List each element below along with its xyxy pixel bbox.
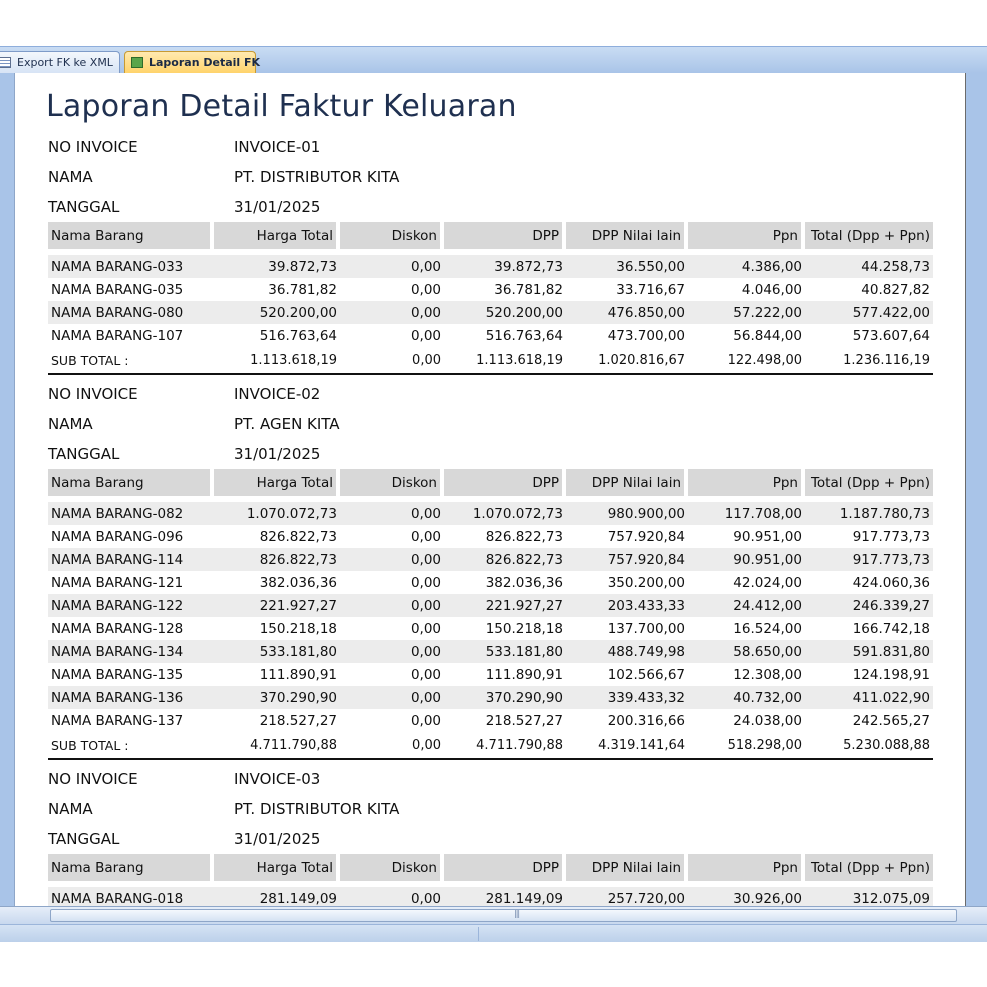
table-cell: 24.038,00 [733, 712, 802, 729]
table-cell: 516.763,64 [485, 327, 563, 344]
invoice-number-row [48, 764, 933, 794]
table-cell: 0,00 [340, 502, 444, 525]
invoice-date-label: TANGGAL [48, 198, 120, 216]
invoice-date-row [48, 192, 933, 222]
subtotal-row [48, 347, 933, 375]
table-row [48, 617, 933, 640]
table-cell: 370.290,90 [444, 686, 566, 709]
invoice-number-label: NO INVOICE [48, 385, 138, 403]
table-cell: 90.951,00 [688, 548, 805, 571]
table-cell: NAMA BARANG-080 [48, 301, 214, 324]
invoice-number-value: INVOICE-01 [234, 138, 321, 156]
table-cell: 200.316,66 [607, 712, 685, 729]
invoice-section [48, 764, 933, 908]
table-cell: 16.524,00 [733, 620, 802, 637]
table-cell: 90.951,00 [733, 528, 802, 545]
table-cell: 150.218,18 [485, 620, 563, 637]
table-cell: NAMA BARANG-136 [48, 686, 214, 709]
column-header: DPP [444, 469, 566, 496]
invoice-date-label: TANGGAL [48, 445, 120, 463]
table-cell: 757.920,84 [607, 528, 685, 545]
table-cell: 826.822,73 [259, 528, 337, 545]
column-header: Total (Dpp + Ppn) [805, 854, 933, 881]
table-cell: 30.926,00 [688, 887, 805, 908]
column-header: DPP [444, 854, 566, 881]
column-header: DPP [444, 222, 566, 249]
column-header: Diskon [340, 222, 444, 249]
table-cell: 12.308,00 [733, 666, 802, 683]
customer-name-row [48, 794, 933, 824]
table-cell: 0,00 [340, 594, 444, 617]
scrollbar-grip-icon: ||| [514, 909, 520, 918]
column-header: Ppn [688, 222, 805, 249]
table-cell: 516.763,64 [259, 327, 337, 344]
column-header: Nama Barang [48, 854, 214, 881]
column-header: Total (Dpp + Ppn) [805, 469, 933, 496]
table-cell: 917.773,73 [852, 528, 930, 545]
subtotal-label: SUB TOTAL : [48, 347, 214, 375]
invoice-number-value: INVOICE-03 [234, 770, 321, 788]
table-cell: 0,00 [340, 548, 444, 571]
table-cell: 520.200,00 [444, 301, 566, 324]
table-cell: 58.650,00 [688, 640, 805, 663]
table-cell: 533.181,80 [214, 640, 340, 663]
table-cell: NAMA BARANG-082 [48, 502, 214, 525]
tab-export-fk-ke-xml[interactable] [0, 51, 120, 73]
subtotal-cell: 0,00 [340, 732, 444, 760]
table-cell: 0,00 [410, 620, 441, 637]
table-cell: NAMA BARANG-137 [51, 712, 184, 729]
table-cell: 0,00 [340, 255, 444, 278]
table-cell: 39.872,73 [214, 255, 340, 278]
invoice-sections [48, 132, 933, 908]
column-header: DPP Nilai lain [566, 854, 688, 881]
invoice-date-label: TANGGAL [48, 830, 120, 848]
invoice-number-label: NO INVOICE [48, 770, 138, 788]
table-cell: 257.720,00 [566, 887, 688, 908]
table-cell: 0,00 [410, 281, 441, 298]
table-header-row [48, 854, 933, 881]
table-row [48, 663, 933, 686]
left-frame [0, 73, 14, 908]
table-cell: 488.749,98 [566, 640, 688, 663]
table-cell: 826.822,73 [214, 548, 340, 571]
column-header: Harga Total [214, 222, 340, 249]
status-divider [478, 927, 479, 941]
customer-name-label: NAMA [48, 415, 93, 433]
table-cell: 111.890,91 [259, 666, 337, 683]
table-cell: 0,00 [410, 712, 441, 729]
table-row [48, 324, 933, 347]
tab-label: Laporan Detail FK [149, 55, 261, 69]
table-cell: 44.258,73 [805, 255, 933, 278]
report-icon [131, 57, 143, 68]
tab-label: Export FK ke XML [17, 55, 113, 69]
table-cell: 111.890,91 [485, 666, 563, 683]
invoice-section [48, 132, 933, 379]
table-cell: 203.433,33 [566, 594, 688, 617]
table-cell: 221.927,27 [444, 594, 566, 617]
invoice-items-table [48, 222, 933, 375]
column-header: Diskon [340, 469, 444, 496]
table-cell: 166.742,18 [852, 620, 930, 637]
table-cell: 1.187.780,73 [805, 502, 933, 525]
table-cell: 39.872,73 [444, 255, 566, 278]
tab-laporan-detail-fk[interactable] [124, 51, 261, 73]
column-header: Nama Barang [48, 469, 214, 496]
table-header-row [48, 469, 933, 496]
table-row [48, 887, 933, 908]
table-cell: 150.218,18 [259, 620, 337, 637]
table-cell: NAMA BARANG-096 [51, 528, 184, 545]
invoice-number-value: INVOICE-02 [234, 385, 321, 403]
subtotal-cell: 4.711.790,88 [214, 732, 340, 760]
table-row [48, 686, 933, 709]
column-header: DPP Nilai lain [566, 222, 688, 249]
table-cell: 33.716,67 [616, 281, 685, 298]
table-cell: NAMA BARANG-135 [51, 666, 184, 683]
column-header: Total (Dpp + Ppn) [805, 222, 933, 249]
scrollbar-thumb[interactable] [50, 909, 957, 922]
table-cell: 137.700,00 [607, 620, 685, 637]
invoice-date-value: 31/01/2025 [234, 198, 321, 216]
table-cell: 36.781,82 [268, 281, 337, 298]
table-cell: 0,00 [340, 887, 444, 908]
horizontal-scrollbar[interactable] [0, 906, 987, 924]
table-cell: 826.822,73 [485, 528, 563, 545]
table-cell: NAMA BARANG-134 [48, 640, 214, 663]
table-cell: 40.827,82 [861, 281, 930, 298]
column-header: Ppn [688, 854, 805, 881]
subtotal-cell: 0,00 [340, 347, 444, 375]
table-cell: 0,00 [410, 666, 441, 683]
subtotal-cell: 5.230.088,88 [805, 732, 933, 760]
column-header: Harga Total [214, 469, 340, 496]
table-row [48, 594, 933, 617]
subtotal-cell: 4.711.790,88 [444, 732, 566, 760]
table-cell: 4.386,00 [688, 255, 805, 278]
invoice-number-label: NO INVOICE [48, 138, 138, 156]
table-cell: NAMA BARANG-128 [51, 620, 184, 637]
table-cell: 533.181,80 [444, 640, 566, 663]
customer-name-label: NAMA [48, 800, 93, 818]
table-cell: NAMA BARANG-114 [48, 548, 214, 571]
table-cell: NAMA BARANG-107 [51, 327, 184, 344]
table-row [48, 301, 933, 324]
table-cell: 242.565,27 [852, 712, 930, 729]
table-cell: 102.566,67 [607, 666, 685, 683]
column-header: DPP Nilai lain [566, 469, 688, 496]
customer-name-row [48, 162, 933, 192]
subtotal-cell: 1.113.618,19 [444, 347, 566, 375]
table-cell: 0,00 [340, 686, 444, 709]
table-row [48, 255, 933, 278]
column-header: Diskon [340, 854, 444, 881]
table-row [48, 640, 933, 663]
report-title: Laporan Detail Faktur Keluaran [46, 89, 517, 124]
table-cell: 56.844,00 [733, 327, 802, 344]
table-cell: 980.900,00 [566, 502, 688, 525]
table-cell: 218.527,27 [485, 712, 563, 729]
subtotal-cell: 4.319.141,64 [566, 732, 688, 760]
table-cell: 520.200,00 [214, 301, 340, 324]
table-cell: 312.075,09 [805, 887, 933, 908]
table-cell: NAMA BARANG-122 [48, 594, 214, 617]
table-cell: 917.773,73 [805, 548, 933, 571]
table-row [48, 709, 933, 732]
customer-name-value: PT. AGEN KITA [234, 415, 340, 433]
table-cell: 40.732,00 [688, 686, 805, 709]
invoice-items-table [48, 854, 933, 908]
table-cell: 42.024,00 [733, 574, 802, 591]
table-cell: NAMA BARANG-033 [48, 255, 214, 278]
table-cell: 0,00 [410, 327, 441, 344]
table-cell: NAMA BARANG-035 [51, 281, 184, 298]
table-row [48, 571, 933, 594]
customer-name-row [48, 409, 933, 439]
table-cell: 4.046,00 [741, 281, 802, 298]
customer-name-label: NAMA [48, 168, 93, 186]
column-header: Ppn [688, 469, 805, 496]
column-header: Harga Total [214, 854, 340, 881]
vertical-scrollbar[interactable] [965, 73, 987, 908]
table-cell: 757.920,84 [566, 548, 688, 571]
table-cell: 0,00 [410, 528, 441, 545]
table-cell: 281.149,09 [214, 887, 340, 908]
subtotal-label: SUB TOTAL : [48, 732, 214, 760]
table-cell: 57.222,00 [688, 301, 805, 324]
table-cell: 0,00 [340, 301, 444, 324]
table-row [48, 548, 933, 571]
table-cell: 573.607,64 [852, 327, 930, 344]
table-cell: 424.060,36 [852, 574, 930, 591]
table-cell: 281.149,09 [444, 887, 566, 908]
table-cell: 221.927,27 [214, 594, 340, 617]
column-header: Nama Barang [48, 222, 214, 249]
table-cell: NAMA BARANG-018 [48, 887, 214, 908]
table-cell: 0,00 [410, 574, 441, 591]
table-cell: 476.850,00 [566, 301, 688, 324]
invoice-number-row [48, 379, 933, 409]
invoice-date-value: 31/01/2025 [234, 445, 321, 463]
table-cell: 218.527,27 [259, 712, 337, 729]
customer-name-value: PT. DISTRIBUTOR KITA [234, 168, 400, 186]
table-cell: 591.831,80 [805, 640, 933, 663]
invoice-date-row [48, 824, 933, 854]
table-cell: 382.036,36 [259, 574, 337, 591]
table-cell: 339.433,32 [566, 686, 688, 709]
table-cell: 124.198,91 [852, 666, 930, 683]
report-page [14, 73, 965, 908]
table-cell: 411.022,90 [805, 686, 933, 709]
subtotal-row [48, 732, 933, 760]
invoice-section [48, 379, 933, 764]
table-row [48, 278, 933, 301]
invoice-number-row [48, 132, 933, 162]
table-cell: 382.036,36 [485, 574, 563, 591]
subtotal-cell: 1.113.618,19 [214, 347, 340, 375]
subtotal-cell: 122.498,00 [688, 347, 805, 375]
table-cell: NAMA BARANG-121 [51, 574, 184, 591]
table-row [48, 502, 933, 525]
table-cell: 350.200,00 [607, 574, 685, 591]
table-cell: 117.708,00 [688, 502, 805, 525]
table-icon [0, 57, 11, 68]
table-cell: 246.339,27 [805, 594, 933, 617]
table-header-row [48, 222, 933, 249]
table-cell: 36.550,00 [566, 255, 688, 278]
table-cell: 473.700,00 [607, 327, 685, 344]
invoice-date-row [48, 439, 933, 469]
table-cell: 36.781,82 [494, 281, 563, 298]
subtotal-cell: 1.020.816,67 [566, 347, 688, 375]
invoice-items-table [48, 469, 933, 760]
table-cell: 826.822,73 [444, 548, 566, 571]
table-cell: 1.070.072,73 [444, 502, 566, 525]
invoice-date-value: 31/01/2025 [234, 830, 321, 848]
table-cell: 370.290,90 [214, 686, 340, 709]
status-bar [0, 924, 987, 942]
table-cell: 24.412,00 [688, 594, 805, 617]
subtotal-cell: 1.236.116,19 [805, 347, 933, 375]
table-cell: 1.070.072,73 [214, 502, 340, 525]
table-row [48, 525, 933, 548]
customer-name-value: PT. DISTRIBUTOR KITA [234, 800, 400, 818]
table-cell: 577.422,00 [805, 301, 933, 324]
table-cell: 0,00 [340, 640, 444, 663]
subtotal-cell: 518.298,00 [688, 732, 805, 760]
document-tab-bar [0, 46, 987, 73]
